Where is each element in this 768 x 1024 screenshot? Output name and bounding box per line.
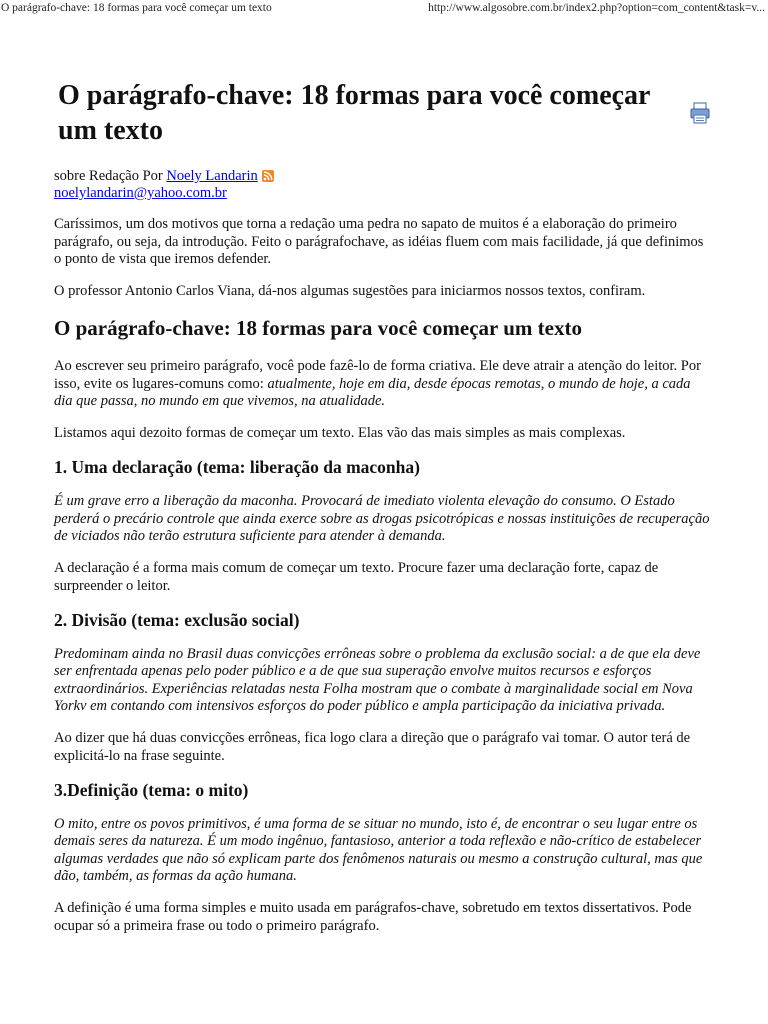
item-example-2: Predominam ainda no Brasil duas convicções errôneas sobre o problema da exclusão social: a de que ela deve ser enfrentada apenas pelo poder público e a de que sua superação envolve muitos recursos e esforços extraordinários. Experiências relatadas nesta Folha mostram que o combate à marginalidade social em Nova Yorkv em contando com intensivos esforços do poder público e ampla participação da iniciativa privada. <box>54 645 701 714</box>
body-paragraph-1-examples: atualmente, hoje em dia, desde épocas remotas, o mundo de hoje, a cada dia que passa, no mundo em que vivemos, na atualidade. <box>54 375 691 409</box>
item-example-3: O mito, entre os povos primitivos, é uma forma de se situar no mundo, isto é, de encontrar o seu lugar entre os demais seres da natureza. É um modo ingênuo, fantasioso, anterior a toda reflexão e não-crítico de estabelecer algumas verdades que não só explicam parte dos fenômenos naturais ou mesmo a construção cultural, mas que dão, também, as formas da ação humana. <box>54 815 703 884</box>
section-title: O parágrafo-chave: 18 formas para você começar um texto <box>54 316 582 340</box>
item-heading-1: 1. Uma declaração (tema: liberação da maconha) <box>54 457 420 477</box>
byline <box>54 168 712 202</box>
body-paragraph-1 <box>54 358 712 411</box>
item-example-1: É um grave erro a liberação da maconha. Provocará de imediato violenta elevação do consumo. O Estado perderá o precário controle que ainda exerce sobre as drogas psicotrópicas e nossas instituições de recuperação de viciados não terão estrutura suficiente para atender à demanda. <box>54 493 710 544</box>
body-paragraph-1-text: Ao escrever seu primeiro parágrafo, você pode fazê-lo de forma criativa. Ele deve atrair a atenção do leitor. Por isso, evite os lugares-comuns como: <box>54 358 701 392</box>
byline-prefix: sobre Redação Por <box>54 168 167 184</box>
print-header <box>0 0 768 18</box>
article-title: O parágrafo-chave: 18 formas para você começar um texto <box>58 80 650 146</box>
item-comment-3: A definição é uma forma simples e muito usada em parágrafos-chave, sobretudo em textos dissertativos. Pode ocupar só a primeira frase ou todo o primeiro parágrafo. <box>54 900 692 934</box>
author-email-link[interactable]: noelylandarin@yahoo.com.br <box>54 185 227 201</box>
intro-paragraph-1: Caríssimos, um dos motivos que torna a redação uma pedra no sapato de muitos é a elaboração do primeiro parágrafo, ou seja, da introdução. Feito o parágrafochave, as idéias fluem com mais facilidade, já que definimos o ponto de vista que iremos defender. <box>54 216 704 267</box>
print-page-title: O parágrafo-chave: 18 formas para você começar um texto <box>1 2 272 14</box>
article <box>54 78 712 950</box>
item-comment-2: Ao dizer que há duas convicções errôneas, fica logo clara a direção que o parágrafo vai tomar. O autor terá de explicitá-lo na frase seguinte. <box>54 730 691 764</box>
item-heading-3: 3.Definição (tema: o mito) <box>54 779 249 800</box>
body-paragraph-2: Listamos aqui dezoito formas de começar um texto. Elas vão das mais simples as mais complexas. <box>54 425 626 441</box>
intro-paragraph-2: O professor Antonio Carlos Viana, dá-nos algumas sugestões para iniciarmos nossos textos, confiram. <box>54 283 646 299</box>
item-heading-2: 2. Divisão (tema: exclusão social) <box>54 609 300 630</box>
print-page-url: http://www.algosobre.com.br/index2.php?option=com_content&task=v... <box>428 2 765 14</box>
item-comment-1: A declaração é a forma mais comum de começar um texto. Procure fazer uma declaração forte, capaz de surpreender o leitor. <box>54 560 659 594</box>
rss-icon-graphic <box>262 170 274 182</box>
author-link[interactable]: Noely Landarin <box>166 168 258 184</box>
rss-icon[interactable] <box>262 170 274 182</box>
